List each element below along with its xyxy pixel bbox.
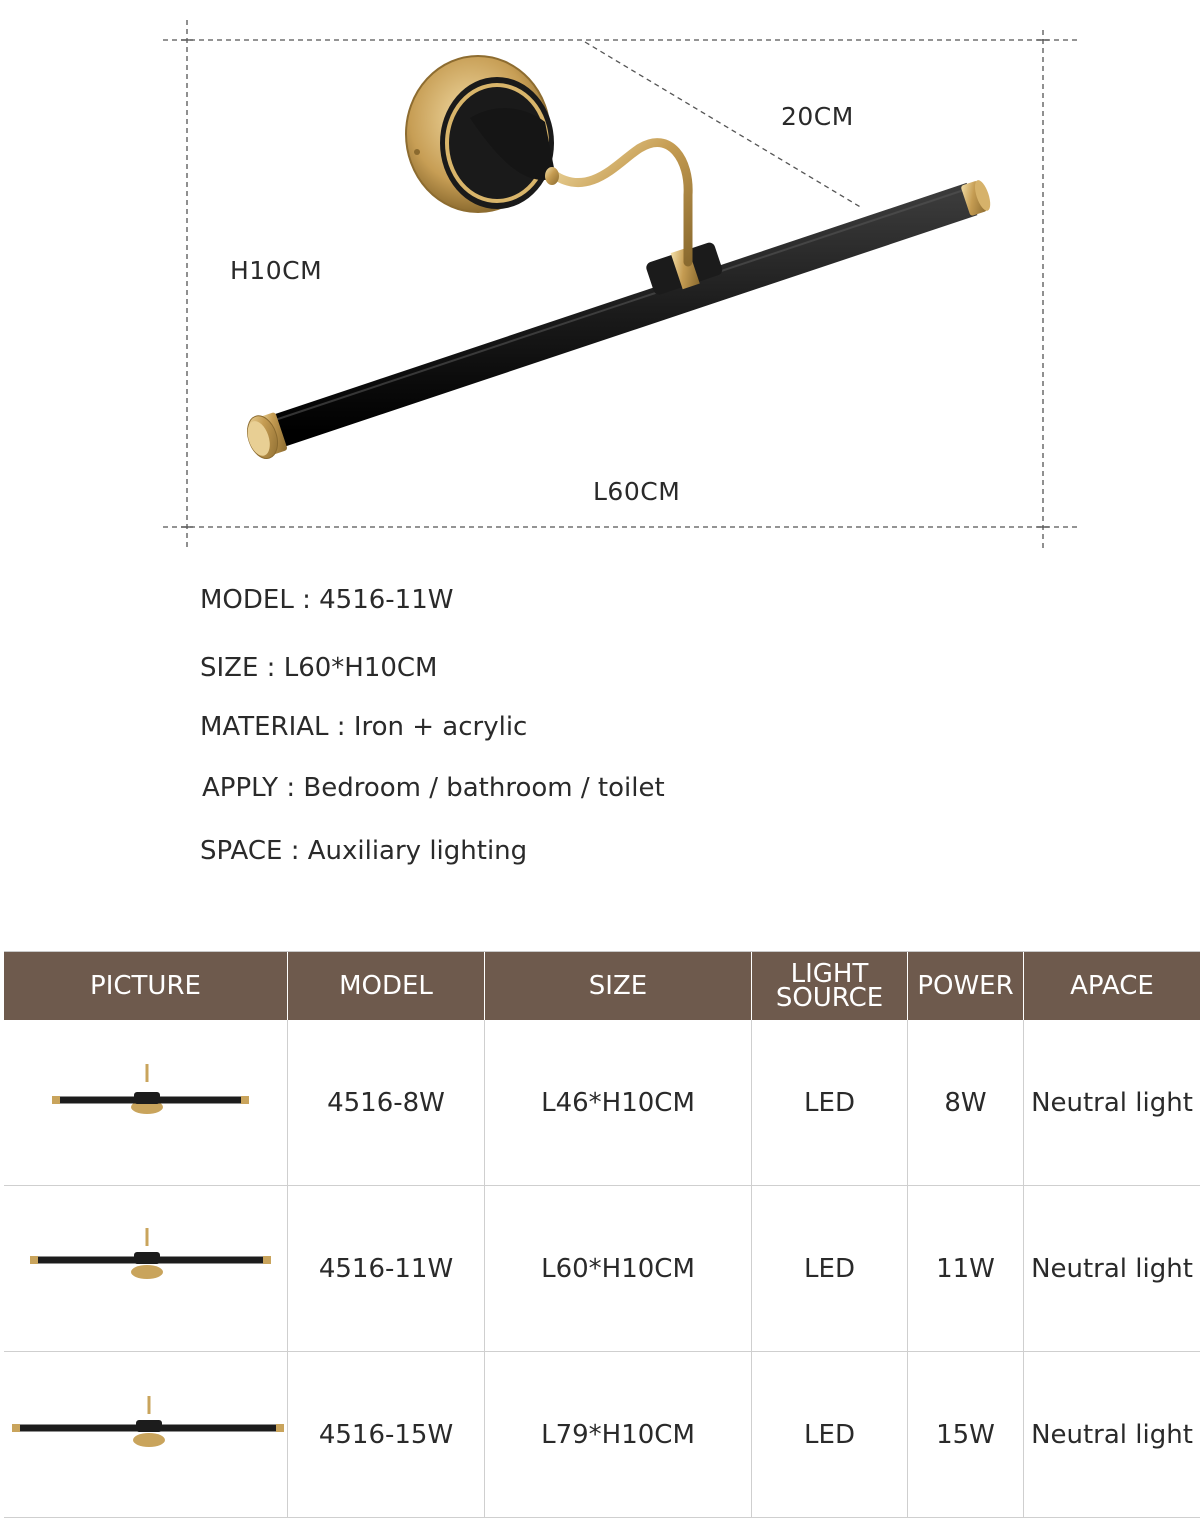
cell-light-source: LED [752, 1020, 908, 1185]
spec-label: MATERIAL : [200, 712, 346, 742]
height-dimension-label: H10CM [230, 256, 323, 285]
spec-space [200, 836, 527, 866]
cell-space: Neutral light [1031, 1253, 1193, 1284]
cell-picture [4, 1352, 288, 1517]
cell-power: 8W [908, 1020, 1024, 1185]
header-size: SIZE [485, 952, 752, 1020]
header-model: MODEL [288, 952, 485, 1020]
cell-size: L79*H10CM [485, 1352, 752, 1517]
cell-light-source: LED [752, 1186, 908, 1351]
header-picture: PICTURE [4, 952, 288, 1020]
header-apace: APACE [1070, 971, 1154, 1001]
header-power: POWER [908, 952, 1024, 1020]
table-row [4, 1020, 1200, 1186]
spec-value: Auxiliary lighting [307, 836, 528, 866]
spec-label: SPACE : [200, 836, 300, 866]
spec-model [200, 585, 453, 615]
spec-value: L60*H10CM [283, 653, 438, 683]
spec-value: Iron + acrylic [353, 712, 528, 742]
cell-power: 15W [908, 1352, 1024, 1517]
spec-label: SIZE : [200, 653, 276, 683]
table-header [4, 952, 1200, 1020]
lamp-thumbnail [4, 1020, 288, 1186]
length-dimension-label: L60CM [593, 477, 681, 506]
cell-light-source: LED [752, 1352, 908, 1517]
lamp-illustration [242, 56, 993, 462]
depth-dimension-label: 20CM [781, 102, 854, 131]
cell-model: 4516-15W [288, 1352, 485, 1517]
spec-label: MODEL : [200, 585, 311, 615]
table-row [4, 1186, 1200, 1352]
table-row [4, 1352, 1200, 1518]
cell-space: Neutral light [1031, 1087, 1193, 1118]
lamp-thumbnail [4, 1352, 288, 1518]
model-table [4, 951, 1200, 1519]
spec-label: APPLY : [202, 773, 296, 803]
spec-value: 4516-11W [319, 585, 454, 615]
cell-size: L46*H10CM [485, 1020, 752, 1185]
spec-apply [202, 773, 665, 803]
cell-model: 4516-11W [288, 1186, 485, 1351]
header-light-source: LIGHT SOURCE [752, 952, 908, 1020]
lamp-thumbnail [4, 1186, 288, 1352]
spec-size [200, 653, 438, 683]
spec-value: Bedroom / bathroom / toilet [303, 773, 665, 803]
dimension-diagram [0, 0, 1200, 560]
cell-model: 4516-8W [288, 1020, 485, 1185]
cell-space: Neutral light [1031, 1419, 1193, 1450]
cell-picture [4, 1186, 288, 1351]
cell-size: L60*H10CM [485, 1186, 752, 1351]
cell-power: 11W [908, 1186, 1024, 1351]
cell-picture [4, 1020, 288, 1185]
spec-material [200, 712, 527, 742]
